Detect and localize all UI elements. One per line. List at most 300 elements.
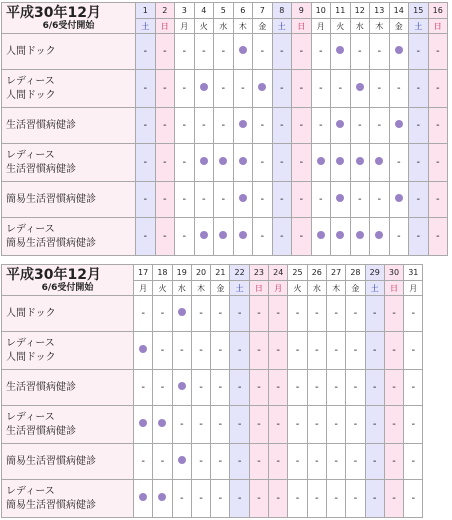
month-header bbox=[2, 265, 134, 296]
unavailable-dash: - bbox=[237, 382, 242, 393]
availability-cell-unavailable bbox=[194, 182, 214, 218]
availability-cell-unavailable bbox=[134, 296, 153, 332]
weekday-label: 水 bbox=[214, 19, 234, 34]
exam-type-label bbox=[2, 144, 136, 182]
available-dot-icon bbox=[219, 157, 227, 165]
day-number: 8 bbox=[272, 3, 292, 19]
availability-cell-unavailable bbox=[253, 108, 273, 144]
availability-cell-unavailable bbox=[326, 406, 345, 444]
unavailable-dash: - bbox=[143, 120, 148, 131]
unavailable-dash: - bbox=[338, 83, 343, 94]
availability-cell-unavailable bbox=[288, 370, 307, 406]
availability-cell-unavailable bbox=[153, 296, 172, 332]
day-number: 19 bbox=[172, 265, 191, 281]
weekday-label: 火 bbox=[288, 281, 307, 296]
availability-cell-unavailable bbox=[211, 370, 230, 406]
unavailable-dash: - bbox=[435, 194, 440, 205]
exam-type-label bbox=[2, 370, 134, 406]
day-number: 14 bbox=[389, 3, 409, 19]
availability-cell-unavailable bbox=[230, 296, 249, 332]
unavailable-dash: - bbox=[162, 46, 167, 57]
availability-cell-unavailable bbox=[211, 444, 230, 480]
availability-cell-unavailable bbox=[326, 444, 345, 480]
unavailable-dash: - bbox=[279, 157, 284, 168]
exam-type-label-line: 生活習慣病健診 bbox=[6, 425, 76, 437]
availability-cell-unavailable bbox=[346, 444, 365, 480]
unavailable-dash: - bbox=[276, 382, 281, 393]
unavailable-dash: - bbox=[334, 456, 338, 467]
unavailable-dash: - bbox=[334, 382, 338, 393]
weekday-label: 日 bbox=[428, 19, 448, 34]
weekday-label: 月 bbox=[404, 281, 423, 296]
unavailable-dash: - bbox=[218, 308, 223, 319]
unavailable-dash: - bbox=[295, 456, 300, 467]
availability-cell-unavailable bbox=[346, 406, 365, 444]
availability-cell-available[interactable] bbox=[350, 218, 370, 256]
unavailable-dash: - bbox=[372, 382, 377, 393]
availability-cell-available[interactable] bbox=[194, 70, 214, 108]
availability-cell-unavailable bbox=[428, 70, 448, 108]
availability-cell-unavailable bbox=[136, 182, 156, 218]
availability-cell-unavailable bbox=[136, 108, 156, 144]
availability-cell-unavailable bbox=[211, 480, 230, 518]
available-dot-icon bbox=[239, 120, 247, 128]
available-dot-icon bbox=[239, 46, 247, 54]
unavailable-dash: - bbox=[416, 157, 421, 168]
availability-cell-unavailable bbox=[311, 34, 331, 70]
availability-cell-unavailable bbox=[384, 444, 403, 480]
availability-cell-unavailable bbox=[404, 406, 423, 444]
unavailable-dash: - bbox=[334, 493, 338, 504]
unavailable-dash: - bbox=[377, 46, 382, 57]
weekday-label: 日 bbox=[155, 19, 175, 34]
availability-cell-unavailable bbox=[384, 332, 403, 370]
availability-cell-unavailable bbox=[175, 218, 195, 256]
availability-cell-unavailable bbox=[326, 370, 345, 406]
availability-cell-unavailable bbox=[389, 218, 409, 256]
weekday-label: 月 bbox=[311, 19, 331, 34]
availability-cell-unavailable bbox=[155, 144, 175, 182]
unavailable-dash: - bbox=[315, 308, 319, 319]
availability-cell-unavailable bbox=[211, 332, 230, 370]
unavailable-dash: - bbox=[201, 194, 206, 205]
availability-cell-available[interactable] bbox=[389, 108, 409, 144]
availability-cell-available[interactable] bbox=[153, 406, 172, 444]
day-number: 7 bbox=[253, 3, 273, 19]
availability-cell-unavailable bbox=[307, 296, 326, 332]
availability-cell-unavailable bbox=[384, 480, 403, 518]
unavailable-dash: - bbox=[411, 456, 416, 467]
day-number: 13 bbox=[370, 3, 390, 19]
day-number: 2 bbox=[155, 3, 175, 19]
availability-cell-available[interactable] bbox=[233, 144, 253, 182]
availability-cell-unavailable bbox=[307, 332, 326, 370]
exam-row bbox=[2, 144, 448, 182]
unavailable-dash: - bbox=[392, 456, 396, 467]
month-header bbox=[2, 3, 136, 34]
availability-cell-unavailable bbox=[384, 406, 403, 444]
availability-cell-available[interactable] bbox=[389, 34, 409, 70]
unavailable-dash: - bbox=[299, 120, 304, 131]
exam-type-label bbox=[2, 108, 136, 144]
availability-cell-unavailable bbox=[326, 332, 345, 370]
availability-cell-unavailable bbox=[365, 370, 384, 406]
availability-cell-unavailable bbox=[269, 444, 288, 480]
day-number: 9 bbox=[292, 3, 312, 19]
availability-cell-unavailable bbox=[307, 480, 326, 518]
unavailable-dash: - bbox=[199, 456, 203, 467]
exam-type-label-line: 人間ドック bbox=[6, 351, 56, 363]
availability-cell-available[interactable] bbox=[311, 144, 331, 182]
available-dot-icon bbox=[395, 194, 403, 202]
exam-type-label bbox=[2, 296, 134, 332]
available-dot-icon bbox=[356, 83, 364, 91]
exam-row bbox=[2, 444, 423, 480]
availability-cell-unavailable bbox=[365, 480, 384, 518]
availability-cell-unavailable bbox=[389, 70, 409, 108]
unavailable-dash: - bbox=[199, 382, 203, 393]
availability-cell-unavailable bbox=[191, 332, 210, 370]
availability-cell-unavailable bbox=[194, 34, 214, 70]
exam-type-label-line: レディース bbox=[6, 411, 55, 423]
available-dot-icon bbox=[395, 46, 403, 54]
exam-row bbox=[2, 296, 423, 332]
exam-row bbox=[2, 108, 448, 144]
unavailable-dash: - bbox=[218, 493, 223, 504]
unavailable-dash: - bbox=[318, 46, 323, 57]
unavailable-dash: - bbox=[416, 83, 421, 94]
availability-cell-unavailable bbox=[404, 332, 423, 370]
availability-cell-unavailable bbox=[253, 182, 273, 218]
unavailable-dash: - bbox=[221, 120, 226, 131]
availability-cell-unavailable bbox=[249, 480, 268, 518]
availability-cell-available[interactable] bbox=[350, 144, 370, 182]
availability-cell-unavailable bbox=[404, 444, 423, 480]
weekday-label: 月 bbox=[134, 281, 153, 296]
availability-cell-unavailable bbox=[153, 332, 172, 370]
exam-row bbox=[2, 70, 448, 108]
availability-cell-available[interactable] bbox=[389, 182, 409, 218]
availability-cell-unavailable bbox=[175, 144, 195, 182]
unavailable-dash: - bbox=[435, 83, 440, 94]
unavailable-dash: - bbox=[377, 120, 382, 131]
exam-type-label-line: 簡易生活習慣病健診 bbox=[6, 455, 96, 467]
availability-cell-unavailable bbox=[249, 444, 268, 480]
availability-cell-unavailable bbox=[269, 406, 288, 444]
availability-cell-unavailable bbox=[404, 480, 423, 518]
availability-cell-unavailable bbox=[272, 144, 292, 182]
day-number: 25 bbox=[288, 265, 307, 281]
availability-cell-unavailable bbox=[211, 296, 230, 332]
day-number: 6 bbox=[233, 3, 253, 19]
unavailable-dash: - bbox=[416, 46, 421, 57]
availability-cell-available[interactable] bbox=[350, 70, 370, 108]
availability-cell-unavailable bbox=[370, 182, 390, 218]
availability-cell-available[interactable] bbox=[311, 218, 331, 256]
unavailable-dash: - bbox=[357, 194, 362, 205]
availability-cell-unavailable bbox=[350, 182, 370, 218]
unavailable-dash: - bbox=[299, 194, 304, 205]
weekday-label: 火 bbox=[194, 19, 214, 34]
unavailable-dash: - bbox=[295, 308, 300, 319]
unavailable-dash: - bbox=[260, 231, 265, 242]
unavailable-dash: - bbox=[372, 456, 377, 467]
weekday-label: 土 bbox=[272, 19, 292, 34]
unavailable-dash: - bbox=[295, 493, 300, 504]
day-number-row bbox=[2, 265, 423, 281]
available-dot-icon bbox=[317, 231, 325, 239]
unavailable-dash: - bbox=[160, 308, 165, 319]
unavailable-dash: - bbox=[377, 83, 382, 94]
availability-cell-unavailable bbox=[326, 296, 345, 332]
exam-type-label-line: 生活習慣病健診 bbox=[6, 119, 76, 131]
day-number: 16 bbox=[428, 3, 448, 19]
unavailable-dash: - bbox=[299, 83, 304, 94]
available-dot-icon bbox=[375, 231, 383, 239]
available-dot-icon bbox=[258, 83, 266, 91]
day-number: 5 bbox=[214, 3, 234, 19]
availability-cell-unavailable bbox=[370, 70, 390, 108]
availability-cell-unavailable bbox=[155, 34, 175, 70]
availability-cell-unavailable bbox=[307, 406, 326, 444]
exam-type-label bbox=[2, 406, 134, 444]
unavailable-dash: - bbox=[179, 419, 184, 430]
unavailable-dash: - bbox=[392, 493, 396, 504]
availability-cell-unavailable bbox=[292, 70, 312, 108]
weekday-label: 木 bbox=[326, 281, 345, 296]
availability-cell-available[interactable] bbox=[214, 144, 234, 182]
availability-cell-unavailable bbox=[230, 480, 249, 518]
availability-cell-available[interactable] bbox=[370, 218, 390, 256]
exam-type-label-line: レディース bbox=[6, 223, 55, 235]
day-number: 23 bbox=[249, 265, 268, 281]
availability-cell-unavailable bbox=[253, 144, 273, 182]
exam-type-label-line: レディース bbox=[6, 149, 55, 161]
unavailable-dash: - bbox=[295, 345, 300, 356]
unavailable-dash: - bbox=[411, 308, 416, 319]
unavailable-dash: - bbox=[279, 231, 284, 242]
unavailable-dash: - bbox=[240, 83, 245, 94]
availability-cell-unavailable bbox=[194, 108, 214, 144]
unavailable-dash: - bbox=[396, 83, 401, 94]
availability-cell-available[interactable] bbox=[233, 182, 253, 218]
day-number: 15 bbox=[409, 3, 429, 19]
day-number: 10 bbox=[311, 3, 331, 19]
availability-cell-available[interactable] bbox=[194, 218, 214, 256]
day-number: 26 bbox=[307, 265, 326, 281]
unavailable-dash: - bbox=[141, 308, 145, 319]
availability-cell-available[interactable] bbox=[233, 34, 253, 70]
unavailable-dash: - bbox=[162, 194, 167, 205]
day-number: 31 bbox=[404, 265, 423, 281]
weekday-label: 火 bbox=[153, 281, 172, 296]
availability-cell-available[interactable] bbox=[134, 406, 153, 444]
unavailable-dash: - bbox=[276, 308, 281, 319]
availability-cell-unavailable bbox=[365, 444, 384, 480]
unavailable-dash: - bbox=[182, 194, 187, 205]
availability-cell-unavailable bbox=[249, 332, 268, 370]
availability-cell-unavailable bbox=[155, 218, 175, 256]
unavailable-dash: - bbox=[221, 46, 226, 57]
unavailable-dash: - bbox=[411, 493, 416, 504]
available-dot-icon bbox=[139, 493, 147, 501]
calendar-table-first-half bbox=[1, 2, 448, 256]
availability-cell-unavailable bbox=[365, 296, 384, 332]
weekday-label: 水 bbox=[307, 281, 326, 296]
availability-cell-unavailable bbox=[155, 108, 175, 144]
unavailable-dash: - bbox=[411, 345, 416, 356]
weekday-label: 水 bbox=[172, 281, 191, 296]
availability-cell-unavailable bbox=[134, 370, 153, 406]
exam-type-label-line: 簡易生活習慣病健診 bbox=[6, 237, 96, 249]
availability-cell-unavailable bbox=[172, 406, 191, 444]
availability-cell-available[interactable] bbox=[253, 70, 273, 108]
weekday-label: 月 bbox=[175, 19, 195, 34]
unavailable-dash: - bbox=[392, 345, 396, 356]
unavailable-dash: - bbox=[143, 157, 148, 168]
weekday-label: 日 bbox=[384, 281, 403, 296]
availability-cell-available[interactable] bbox=[331, 34, 351, 70]
availability-cell-unavailable bbox=[172, 480, 191, 518]
availability-cell-unavailable bbox=[409, 218, 429, 256]
unavailable-dash: - bbox=[199, 345, 203, 356]
day-number: 17 bbox=[134, 265, 153, 281]
day-number: 27 bbox=[326, 265, 345, 281]
availability-cell-unavailable bbox=[346, 480, 365, 518]
availability-cell-unavailable bbox=[175, 182, 195, 218]
booking-start-note: 6/6受付開始 bbox=[41, 283, 94, 293]
availability-cell-unavailable bbox=[136, 218, 156, 256]
day-number: 12 bbox=[350, 3, 370, 19]
availability-cell-unavailable bbox=[253, 218, 273, 256]
unavailable-dash: - bbox=[182, 157, 187, 168]
availability-cell-unavailable bbox=[253, 34, 273, 70]
available-dot-icon bbox=[336, 157, 344, 165]
availability-cell-unavailable bbox=[370, 34, 390, 70]
availability-cell-unavailable bbox=[288, 296, 307, 332]
unavailable-dash: - bbox=[162, 83, 167, 94]
availability-cell-available[interactable] bbox=[172, 296, 191, 332]
unavailable-dash: - bbox=[279, 83, 284, 94]
availability-cell-available[interactable] bbox=[153, 480, 172, 518]
unavailable-dash: - bbox=[279, 46, 284, 57]
unavailable-dash: - bbox=[260, 194, 265, 205]
availability-cell-available[interactable] bbox=[214, 218, 234, 256]
exam-type-label bbox=[2, 182, 136, 218]
unavailable-dash: - bbox=[416, 231, 421, 242]
exam-type-label bbox=[2, 480, 134, 518]
availability-cell-unavailable bbox=[428, 144, 448, 182]
day-number: 30 bbox=[384, 265, 403, 281]
availability-cell-unavailable bbox=[155, 182, 175, 218]
availability-cell-available[interactable] bbox=[331, 108, 351, 144]
availability-cell-unavailable bbox=[409, 144, 429, 182]
unavailable-dash: - bbox=[237, 493, 242, 504]
availability-cell-unavailable bbox=[292, 182, 312, 218]
weekday-label: 金 bbox=[253, 19, 273, 34]
unavailable-dash: - bbox=[377, 194, 382, 205]
unavailable-dash: - bbox=[416, 120, 421, 131]
day-number: 4 bbox=[194, 3, 214, 19]
weekday-label: 水 bbox=[350, 19, 370, 34]
availability-cell-unavailable bbox=[214, 182, 234, 218]
availability-cell-unavailable bbox=[428, 218, 448, 256]
unavailable-dash: - bbox=[257, 308, 261, 319]
availability-cell-unavailable bbox=[384, 370, 403, 406]
unavailable-dash: - bbox=[257, 345, 261, 356]
availability-cell-unavailable bbox=[311, 108, 331, 144]
unavailable-dash: - bbox=[160, 345, 165, 356]
unavailable-dash: - bbox=[372, 308, 377, 319]
exam-type-label bbox=[2, 70, 136, 108]
unavailable-dash: - bbox=[143, 194, 148, 205]
unavailable-dash: - bbox=[411, 419, 416, 430]
unavailable-dash: - bbox=[260, 157, 265, 168]
available-dot-icon bbox=[239, 231, 247, 239]
unavailable-dash: - bbox=[315, 345, 319, 356]
availability-cell-unavailable bbox=[331, 70, 351, 108]
availability-cell-available[interactable] bbox=[233, 108, 253, 144]
availability-cell-available[interactable] bbox=[331, 218, 351, 256]
exam-type-label-line: レディース bbox=[6, 75, 55, 87]
availability-cell-available[interactable] bbox=[134, 332, 153, 370]
unavailable-dash: - bbox=[257, 419, 261, 430]
availability-cell-unavailable bbox=[175, 34, 195, 70]
availability-cell-unavailable bbox=[428, 108, 448, 144]
availability-cell-available[interactable] bbox=[172, 370, 191, 406]
exam-row bbox=[2, 370, 423, 406]
unavailable-dash: - bbox=[162, 157, 167, 168]
exam-type-label-line: 人間ドック bbox=[6, 307, 56, 319]
availability-cell-available[interactable] bbox=[134, 480, 153, 518]
day-number: 1 bbox=[136, 3, 156, 19]
availability-cell-available[interactable] bbox=[331, 144, 351, 182]
available-dot-icon bbox=[317, 157, 325, 165]
unavailable-dash: - bbox=[237, 419, 242, 430]
unavailable-dash: - bbox=[315, 419, 319, 430]
availability-cell-unavailable bbox=[136, 34, 156, 70]
availability-cell-unavailable bbox=[230, 370, 249, 406]
unavailable-dash: - bbox=[435, 46, 440, 57]
unavailable-dash: - bbox=[318, 120, 323, 131]
available-dot-icon bbox=[200, 157, 208, 165]
exam-row bbox=[2, 332, 423, 370]
available-dot-icon bbox=[178, 456, 186, 464]
exam-row bbox=[2, 182, 448, 218]
availability-cell-unavailable bbox=[191, 480, 210, 518]
unavailable-dash: - bbox=[221, 83, 226, 94]
availability-cell-available[interactable] bbox=[370, 144, 390, 182]
availability-cell-available[interactable] bbox=[331, 182, 351, 218]
availability-cell-unavailable bbox=[191, 406, 210, 444]
availability-cell-available[interactable] bbox=[172, 444, 191, 480]
availability-cell-available[interactable] bbox=[194, 144, 214, 182]
availability-cell-unavailable bbox=[191, 444, 210, 480]
exam-type-label-line: 生活習慣病健診 bbox=[6, 381, 76, 393]
unavailable-dash: - bbox=[257, 382, 261, 393]
available-dot-icon bbox=[139, 419, 147, 427]
availability-cell-unavailable bbox=[389, 144, 409, 182]
available-dot-icon bbox=[139, 345, 147, 353]
availability-cell-available[interactable] bbox=[233, 218, 253, 256]
unavailable-dash: - bbox=[279, 120, 284, 131]
unavailable-dash: - bbox=[160, 382, 165, 393]
availability-cell-unavailable bbox=[272, 34, 292, 70]
availability-cell-unavailable bbox=[409, 108, 429, 144]
availability-cell-unavailable bbox=[233, 70, 253, 108]
availability-cell-unavailable bbox=[155, 70, 175, 108]
availability-cell-unavailable bbox=[404, 370, 423, 406]
